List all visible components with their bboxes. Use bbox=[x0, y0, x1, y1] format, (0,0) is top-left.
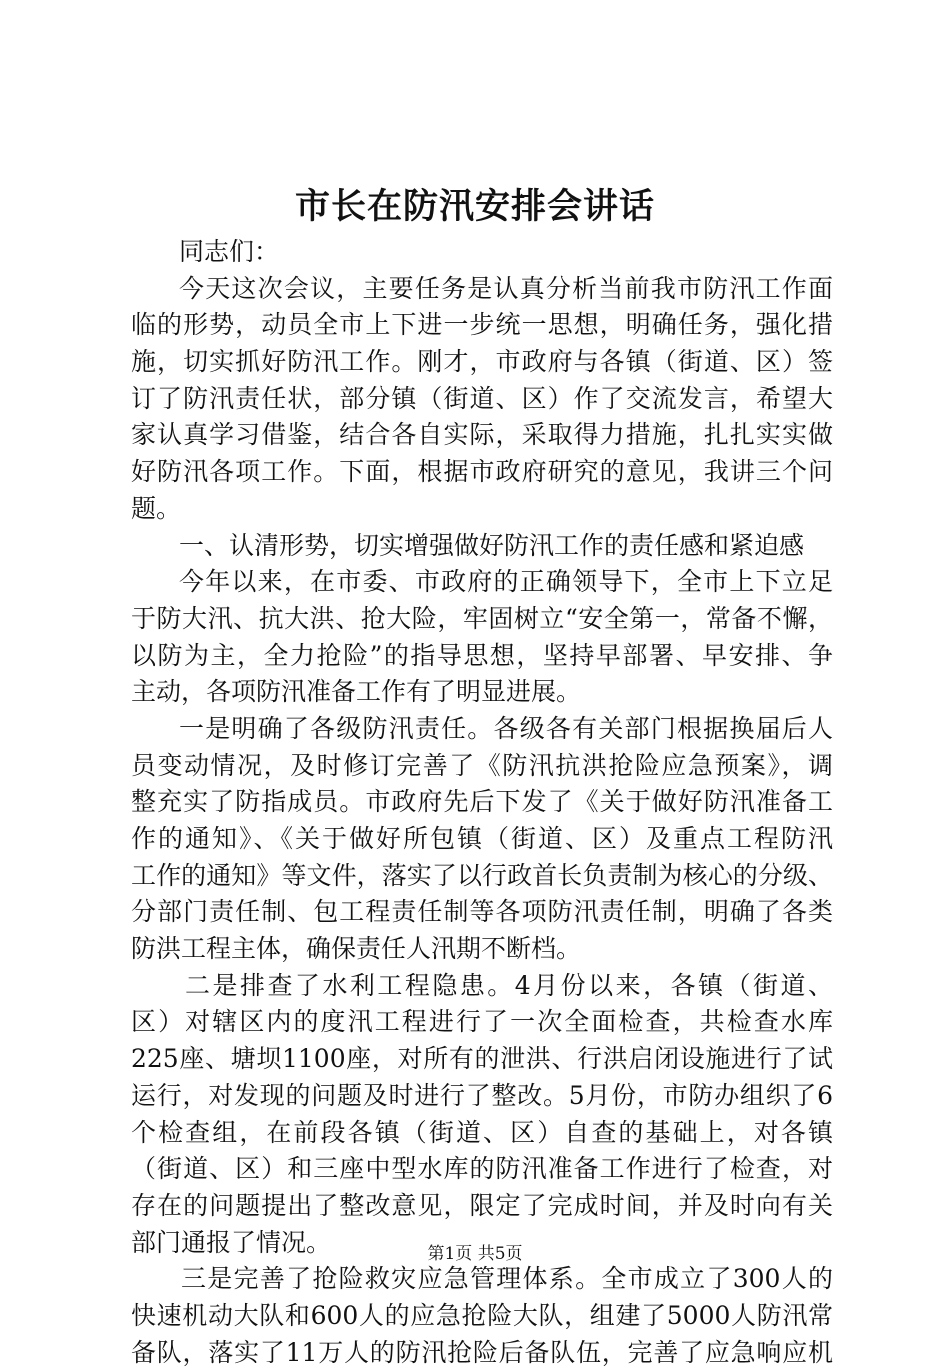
text-line: 防洪工程主体，确保责任人汛期不断档。 bbox=[131, 934, 582, 964]
text-line: 今天这次会议，主要任务是认真分析当前我市防汛工作面 bbox=[179, 273, 833, 303]
text-line: 同志们： bbox=[179, 237, 280, 266]
text-line: 二是排查了水利工程隐患。4月份以来，各镇（街道、 bbox=[185, 970, 833, 1000]
text-line: 今年以来，在市委、市政府的正确领导下，全市上下立足 bbox=[179, 567, 833, 597]
text-line: 于防大汛、抗大洪、抢大险，牢固树立“安全第一，常备不懈， bbox=[131, 603, 833, 633]
text-line: 好防汛各项工作。下面，根据市政府研究的意见，我讲三个问 bbox=[131, 457, 833, 487]
text-line: 工作的通知》等文件，落实了以行政首长负责制为核心的分级、 bbox=[131, 860, 833, 890]
text-line: 整充实了防指成员。市政府先后下发了《关于做好防汛准备工 bbox=[131, 787, 833, 817]
text-line: 家认真学习借鉴，结合各自实际，采取得力措施，扎扎实实做 bbox=[131, 420, 833, 450]
text-line: 临的形势，动员全市上下进一步统一思想，明确任务，强化措 bbox=[131, 310, 833, 340]
text-line: 分部门责任制、包工程责任制等各项防汛责任制，明确了各类 bbox=[131, 897, 833, 927]
text-line: 存在的问题提出了整改意见，限定了完成时间，并及时向有关 bbox=[131, 1190, 833, 1220]
text-line: 员变动情况，及时修订完善了《防汛抗洪抢险应急预案》，调 bbox=[131, 750, 833, 780]
text-line: 225座、塘坝1100座，对所有的泄洪、行洪启闭设施进行了试 bbox=[131, 1044, 833, 1074]
text-line: 主动，各项防汛准备工作有了明显进展。 bbox=[131, 677, 582, 707]
text-line: 运行，对发现的问题及时进行了整改。5月份，市防办组织了6 bbox=[131, 1080, 833, 1110]
page-number-footer: 第1页 共5页 bbox=[427, 1244, 523, 1264]
section-heading: 一、认清形势，切实增强做好防汛工作的责任感和紧迫感 bbox=[179, 530, 805, 560]
text-line: 以防为主，全力抢险”的指导思想，坚持早部署、早安排、争 bbox=[131, 640, 833, 670]
text-line: 区）对辖区内的度汛工程进行了一次全面检查，共检查水库 bbox=[131, 1007, 833, 1037]
text-line: 一是明确了各级防汛责任。各级各有关部门根据换届后人 bbox=[179, 713, 833, 743]
text-line: 作的通知》、《关于做好所包镇（街道、区）及重点工程防汛 bbox=[131, 824, 833, 853]
text-line: 施，切实抓好防汛工作。刚才，市政府与各镇（街道、区）签 bbox=[131, 347, 833, 377]
text-line: 题。 bbox=[131, 493, 182, 523]
text-line: 备队，落实了11万人的防汛抢险后备队伍，完善了应急响应机 bbox=[131, 1337, 833, 1367]
text-line: （街道、区）和三座中型水库的防汛准备工作进行了检查，对 bbox=[131, 1154, 833, 1184]
text-line: 快速机动大队和600人的应急抢险大队，组建了5000人防汛常 bbox=[131, 1300, 833, 1330]
document-title: 市长在防汛安排会讲话 bbox=[294, 186, 655, 227]
text-line: 三是完善了抢险救灾应急管理体系。全市成立了300人的 bbox=[181, 1264, 833, 1294]
document-body bbox=[131, 234, 833, 1371]
text-line: 部门通报了情况。 bbox=[131, 1227, 332, 1257]
text-line: 订了防汛责任状，部分镇（街道、区）作了交流发言，希望大 bbox=[131, 383, 833, 413]
text-line: 个检查组，在前段各镇（街道、区）自查的基础上，对各镇 bbox=[131, 1117, 833, 1147]
